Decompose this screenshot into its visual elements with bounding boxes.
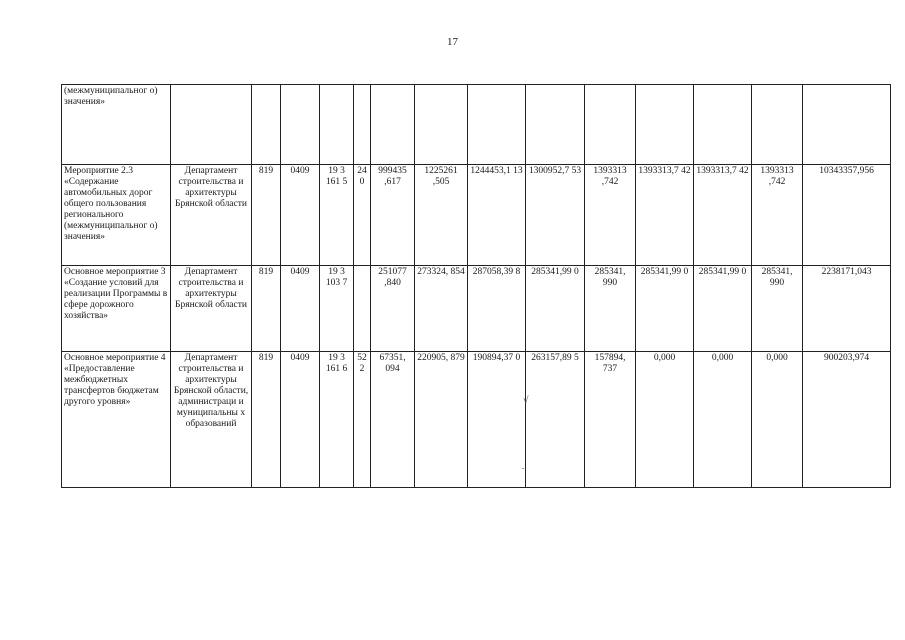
row-value-2: 1225261 ,505 [415,165,468,266]
row-value-7: 1393313,7 42 [694,165,752,266]
row-value-4: 285341,99 0 [526,266,585,352]
row-value-8: 285341, 990 [752,266,803,352]
row-value-7 [694,85,752,165]
row-value-5 [585,85,636,165]
row-value-2: 273324, 854 [415,266,468,352]
row-code-1 [252,85,281,165]
row-value-1 [371,85,415,165]
row-value-3: 1244453,1 13 [468,165,526,266]
row-value-3: 287058,39 8 [468,266,526,352]
row-value-4: 1300952,7 53 [526,165,585,266]
row-name: Основное мероприятие 4 «Предоставление межбюджетных трансфертов бюджетам другого уровня» [62,352,171,488]
row-value-3: 190894,37 0 [468,352,526,488]
row-department: Департамент строительства и архитектуры Брянской области, администраци и муниципальны х образований [171,352,252,488]
row-name: Мероприятие 2.3 «Содержание автомобильных дорог общего пользования регионального (межмуниципальног о) значения» [62,165,171,266]
table-row [62,85,891,165]
row-value-5: 1393313 ,742 [585,165,636,266]
row-value-6: 0,000 [636,352,694,488]
row-value-2: 220905, 879 [415,352,468,488]
row-code-4: 24 0 [354,165,371,266]
row-total [803,85,891,165]
row-department: Департамент строительства и архитектуры Брянской области [171,266,252,352]
row-code-2: 0409 [281,266,320,352]
row-department [171,85,252,165]
check-mark: √ [523,395,529,406]
row-value-1: 999435 ,617 [371,165,415,266]
row-code-1: 819 [252,352,281,488]
row-value-6: 285341,99 0 [636,266,694,352]
row-name: Основное мероприятие 3 «Создание условий для реализации Программы в сфере дорожного хозяйства» [62,266,171,352]
row-code-2: 0409 [281,352,320,488]
budget-table [61,84,891,488]
row-name: (межмуниципальног о) значения» [62,85,171,165]
row-total: 2238171,043 [803,266,891,352]
row-code-3: 19 3 103 7 [320,266,354,352]
row-value-5: 285341, 990 [585,266,636,352]
scan-artifact [522,468,524,469]
row-value-1: 251077 ,840 [371,266,415,352]
row-code-3: 19 3 161 6 [320,352,354,488]
row-code-2: 0409 [281,165,320,266]
row-value-5: 157894, 737 [585,352,636,488]
row-code-3: 19 3 161 5 [320,165,354,266]
row-code-4: 52 2 [354,352,371,488]
row-value-6 [636,85,694,165]
row-code-4 [354,266,371,352]
row-value-7: 0,000 [694,352,752,488]
row-code-3 [320,85,354,165]
row-code-2 [281,85,320,165]
row-value-8: 1393313 ,742 [752,165,803,266]
row-department: Департамент строительства и архитектуры Брянской области [171,165,252,266]
row-value-3 [468,85,526,165]
row-code-1: 819 [252,266,281,352]
table-row [62,165,891,266]
row-value-1: 67351, 094 [371,352,415,488]
row-value-4 [526,85,585,165]
page-number: 17 [447,36,458,48]
row-code-1: 819 [252,165,281,266]
row-code-4 [354,85,371,165]
row-value-8 [752,85,803,165]
row-value-7: 285341,99 0 [694,266,752,352]
row-value-8: 0,000 [752,352,803,488]
row-total: 900203,974 [803,352,891,488]
row-value-4: 263157,89 5 [526,352,585,488]
table-row [62,266,891,352]
table-row [62,352,891,488]
row-total: 10343357,956 [803,165,891,266]
row-value-6: 1393313,7 42 [636,165,694,266]
row-value-2 [415,85,468,165]
